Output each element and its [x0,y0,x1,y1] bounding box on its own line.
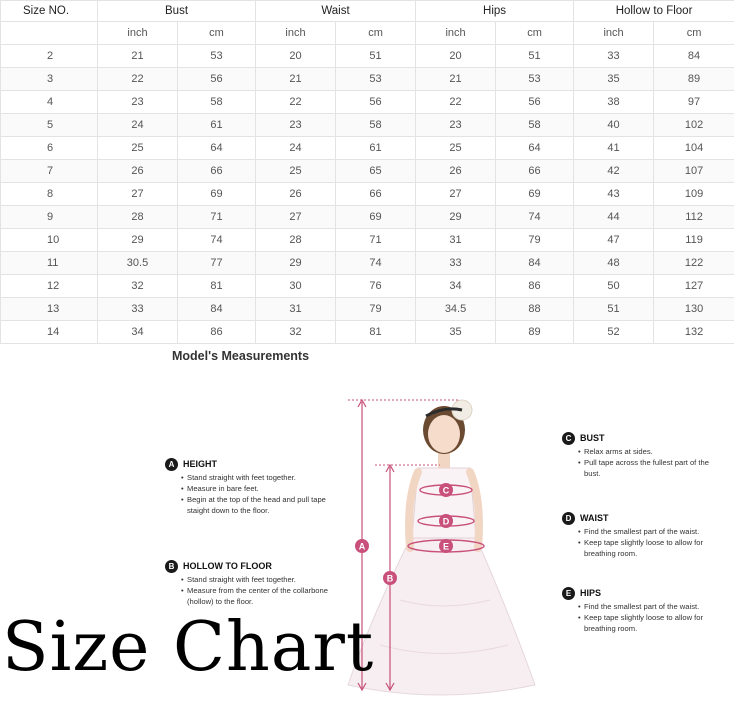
list-item: • Pull tape across the fullest part of the bust. [578,457,722,479]
hollow-heading [165,560,330,573]
value-cell: 42 [574,160,654,183]
value-cell: 66 [336,183,416,206]
table-body [1,45,734,344]
table-row [1,229,734,252]
table-header-row [1,1,734,22]
value-cell: 97 [654,91,734,114]
value-cell: 25 [256,160,336,183]
hips-instructions [562,587,722,634]
value-cell: 23 [256,114,336,137]
unit-cell: cm [178,22,256,45]
size-cell: 12 [1,275,98,298]
marker-b-label: B [386,573,394,584]
value-cell: 79 [336,298,416,321]
table-row [1,275,734,298]
table-row [1,252,734,275]
value-cell: 64 [178,137,256,160]
marker-a-label: A [358,541,366,552]
header-waist: Waist [256,1,416,22]
value-cell: 30.5 [98,252,178,275]
list-item: • Stand straight with feet together. [181,574,330,585]
waist-instructions [562,512,722,559]
size-cell: 3 [1,68,98,91]
value-cell: 28 [256,229,336,252]
value-cell: 58 [496,114,574,137]
value-cell: 79 [496,229,574,252]
size-chart-title: Size Chart [2,608,375,687]
value-cell: 51 [336,45,416,68]
neck [438,452,450,468]
table-row [1,160,734,183]
models-measurements-title: Model's Measurements [172,349,310,363]
size-cell: 4 [1,91,98,114]
size-cell: 9 [1,206,98,229]
value-cell: 44 [574,206,654,229]
value-cell: 84 [496,252,574,275]
size-cell: 10 [1,229,98,252]
value-cell: 102 [654,114,734,137]
value-cell: 74 [178,229,256,252]
value-cell: 20 [256,45,336,68]
value-cell: 107 [654,160,734,183]
value-cell: 56 [178,68,256,91]
value-cell: 33 [416,252,496,275]
value-cell: 132 [654,321,734,344]
size-cell: 7 [1,160,98,183]
value-cell: 25 [98,137,178,160]
value-cell: 32 [256,321,336,344]
value-cell: 33 [98,298,178,321]
hollow-title: HOLLOW TO FLOOR [183,561,272,571]
table-row [1,45,734,68]
badge-c: C [562,432,575,445]
waist-heading [562,512,722,525]
value-cell: 64 [496,137,574,160]
value-cell: 109 [654,183,734,206]
value-cell: 84 [178,298,256,321]
table-row [1,298,734,321]
size-cell: 11 [1,252,98,275]
size-cell: 2 [1,45,98,68]
unit-cell: cm [496,22,574,45]
unit-cell: cm [336,22,416,45]
value-cell: 61 [178,114,256,137]
list-item: • Keep tape slightly loose to allow for breathing room. [578,537,722,559]
hips-title: HIPS [580,588,602,598]
height-title: HEIGHT [183,459,218,469]
size-cell: 8 [1,183,98,206]
bust-list [562,446,722,479]
hollow-list [165,574,330,607]
waist-title: WAIST [580,513,609,523]
value-cell: 52 [574,321,654,344]
value-cell: 21 [416,68,496,91]
badge-b: B [165,560,178,573]
gown-skirt [348,535,535,695]
value-cell: 56 [496,91,574,114]
size-cell: 6 [1,137,98,160]
badge-e: E [562,587,575,600]
list-item: • Measure from the center of the collarbone (hollow) to the floor. [181,585,330,607]
unit-cell: inch [416,22,496,45]
bust-instructions [562,432,722,479]
value-cell: 119 [654,229,734,252]
hollow-instructions [165,560,330,607]
value-cell: 81 [178,275,256,298]
list-item: • Find the smallest part of the waist. [578,526,722,537]
value-cell: 61 [336,137,416,160]
unit-blank [1,22,98,45]
list-item: • Find the smallest part of the waist. [578,601,722,612]
value-cell: 32 [98,275,178,298]
value-cell: 31 [416,229,496,252]
value-cell: 26 [416,160,496,183]
marker-d-label: D [442,516,450,527]
hips-heading [562,587,722,600]
value-cell: 29 [98,229,178,252]
value-cell: 47 [574,229,654,252]
table-row [1,68,734,91]
value-cell: 35 [574,68,654,91]
value-cell: 65 [336,160,416,183]
height-heading [165,458,330,471]
size-table [0,0,734,344]
marker-c-label: C [442,485,450,496]
value-cell: 38 [574,91,654,114]
value-cell: 81 [336,321,416,344]
value-cell: 29 [416,206,496,229]
value-cell: 23 [416,114,496,137]
height-list [165,472,330,516]
value-cell: 86 [496,275,574,298]
table-row [1,114,734,137]
unit-cell: inch [98,22,178,45]
value-cell: 71 [178,206,256,229]
value-cell: 88 [496,298,574,321]
size-cell: 14 [1,321,98,344]
value-cell: 51 [496,45,574,68]
value-cell: 130 [654,298,734,321]
value-cell: 23 [98,91,178,114]
face [428,415,460,453]
list-item: • Begin at the top of the head and pull tape staight down to the floor. [181,494,330,516]
value-cell: 34 [416,275,496,298]
list-item: • Measure in bare feet. [181,483,330,494]
value-cell: 69 [178,183,256,206]
value-cell: 84 [654,45,734,68]
value-cell: 122 [654,252,734,275]
value-cell: 30 [256,275,336,298]
value-cell: 89 [654,68,734,91]
value-cell: 26 [256,183,336,206]
value-cell: 89 [496,321,574,344]
value-cell: 27 [98,183,178,206]
bust-heading [562,432,722,445]
value-cell: 127 [654,275,734,298]
value-cell: 22 [98,68,178,91]
header-hips: Hips [416,1,574,22]
value-cell: 76 [336,275,416,298]
value-cell: 69 [496,183,574,206]
header-size-no: Size NO. [1,1,98,22]
value-cell: 43 [574,183,654,206]
list-item: • Stand straight with feet together. [181,472,330,483]
value-cell: 29 [256,252,336,275]
value-cell: 112 [654,206,734,229]
value-cell: 66 [178,160,256,183]
size-cell: 13 [1,298,98,321]
value-cell: 34 [98,321,178,344]
value-cell: 33 [574,45,654,68]
table-row [1,183,734,206]
value-cell: 27 [256,206,336,229]
waist-list [562,526,722,559]
hips-list [562,601,722,634]
table-row [1,91,734,114]
table-row [1,206,734,229]
value-cell: 22 [256,91,336,114]
value-cell: 40 [574,114,654,137]
header-bust: Bust [98,1,256,22]
value-cell: 53 [496,68,574,91]
marker-e-label: E [442,541,450,552]
value-cell: 22 [416,91,496,114]
value-cell: 21 [98,45,178,68]
value-cell: 77 [178,252,256,275]
value-cell: 27 [416,183,496,206]
value-cell: 86 [178,321,256,344]
value-cell: 104 [654,137,734,160]
badge-a: A [165,458,178,471]
unit-cell: inch [256,22,336,45]
value-cell: 53 [178,45,256,68]
value-cell: 74 [496,206,574,229]
bust-title: BUST [580,433,605,443]
table-row [1,137,734,160]
table-unit-row [1,22,734,45]
header-hollow-to-floor: Hollow to Floor [574,1,734,22]
value-cell: 69 [336,206,416,229]
value-cell: 51 [574,298,654,321]
value-cell: 74 [336,252,416,275]
value-cell: 71 [336,229,416,252]
table-row [1,321,734,344]
value-cell: 34.5 [416,298,496,321]
value-cell: 35 [416,321,496,344]
value-cell: 21 [256,68,336,91]
value-cell: 56 [336,91,416,114]
value-cell: 26 [98,160,178,183]
height-instructions [165,458,330,516]
badge-d: D [562,512,575,525]
value-cell: 48 [574,252,654,275]
size-cell: 5 [1,114,98,137]
value-cell: 66 [496,160,574,183]
value-cell: 28 [98,206,178,229]
unit-cell: inch [574,22,654,45]
value-cell: 25 [416,137,496,160]
value-cell: 58 [178,91,256,114]
value-cell: 24 [98,114,178,137]
value-cell: 58 [336,114,416,137]
list-item: • Relax arms at sides. [578,446,722,457]
value-cell: 31 [256,298,336,321]
value-cell: 50 [574,275,654,298]
value-cell: 41 [574,137,654,160]
value-cell: 53 [336,68,416,91]
unit-cell: cm [654,22,734,45]
value-cell: 20 [416,45,496,68]
list-item: • Keep tape slightly loose to allow for breathing room. [578,612,722,634]
value-cell: 24 [256,137,336,160]
